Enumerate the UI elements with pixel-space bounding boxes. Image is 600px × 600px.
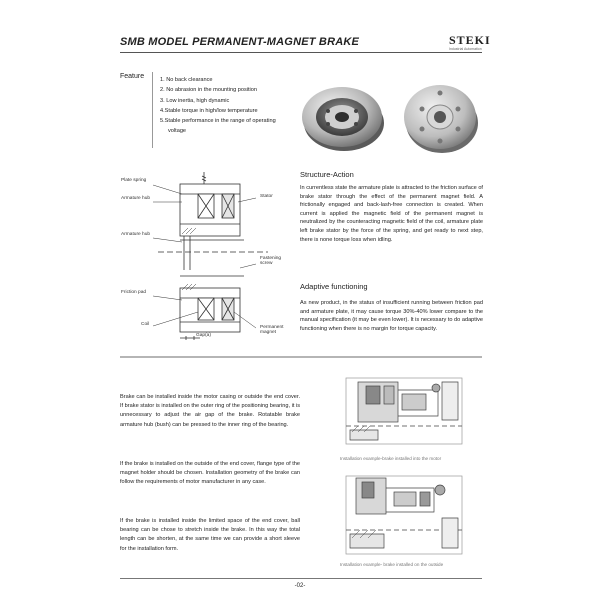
feature-label: Feature xyxy=(120,73,145,80)
feature-item: 2. No abrasion in the mounting position xyxy=(160,87,258,94)
page-title: SMB MODEL PERMANENT-MAGNET BRAKE xyxy=(120,36,360,48)
feature-item: voltage xyxy=(168,128,187,135)
adaptive-text: As new product, in the status of insufficient running between friction pad and armature plate, it may cause torque 30%-40% lower compare to the manual specification (it may be even lower). It is necessary to do adaptive functioning when there is no margin for torque capacity. xyxy=(300,300,483,332)
label-gap: Gap(a) xyxy=(196,333,211,338)
feature-item: 4.Stable torque in high/low temperature xyxy=(160,107,258,114)
label-plate-spring: Plate spring xyxy=(121,178,147,183)
footer-rule xyxy=(120,578,482,579)
page-number: -02- xyxy=(294,583,306,589)
label-armature-hub-top: Armature hub xyxy=(121,196,151,201)
adaptive-title: Adaptive functioning xyxy=(300,282,368,291)
feature-item: 1. No back clearance xyxy=(160,77,213,83)
label-permanent-magnet: Permanent magnet xyxy=(260,325,284,335)
brake-photo-side xyxy=(398,77,482,157)
brand-logo: STEKI xyxy=(449,33,491,47)
label-armature-hub: Armature hub xyxy=(121,232,151,237)
label-coil: Coil xyxy=(141,322,150,327)
installation-drawing-inside xyxy=(338,368,470,450)
installation-drawing-outside xyxy=(338,468,470,558)
label-fastening-screw: Fastening screw xyxy=(260,256,282,266)
brake-photo-front xyxy=(298,77,388,157)
feature-item: 3. Low inertia, high dynamic xyxy=(160,97,230,104)
label-stator: Stator xyxy=(260,194,273,199)
label-friction-pad: Friction pad xyxy=(121,290,147,295)
feature-bracket xyxy=(152,72,153,148)
installation-paragraph-2: If the brake is installed on the outside of the end cover, flange type of the magnet holder should be chosen. Installation geometry of the brake can follow the requirements of motor manufacturer in any case. xyxy=(120,461,300,486)
installation-paragraph-3: If the brake is installed inside the limited space of the end cover, ball bearing can be chose to stretch inside the brake. In this way the total length can be shorten, at the same time we can provide a short sleeve for the installation form. xyxy=(120,518,300,552)
caption-installation-outside: Installation example- brake installed on the outside xyxy=(340,562,444,567)
section-divider xyxy=(120,356,482,358)
feature-list xyxy=(160,75,300,137)
feature-item: 5.Stable performance in the range of operating xyxy=(160,118,276,125)
structure-action-text: In currentless state the armature plate is attracted to the friction surface of brake stator through the effect of the permanent magnet field. A frictionally engaged and back-lash-free connection is created. When current is applied the magnetic field of the permanent magnet is neutralized by the counteracting magnetic field of the coil, armature plate left brake stator by the force of the spring, and get ready to next step, there is none torque loss when idling. xyxy=(300,185,483,243)
caption-installation-inside: Installation example-brake installed into the motor xyxy=(340,456,442,461)
brand-subtitle: Industrial Automation xyxy=(449,47,482,51)
structure-action-title: Structure-Action xyxy=(300,170,354,179)
installation-paragraph-1: Brake can be installed inside the motor casing or outside the end cover. If brake stator is installed on the outer ring of the positioning bearing, it is unnecessary to adjust the air gap of the brake. Rotatable brake armature hub (bush) can be pressed to the inner ring of the bearing. xyxy=(120,394,300,428)
header-rule xyxy=(120,52,482,53)
